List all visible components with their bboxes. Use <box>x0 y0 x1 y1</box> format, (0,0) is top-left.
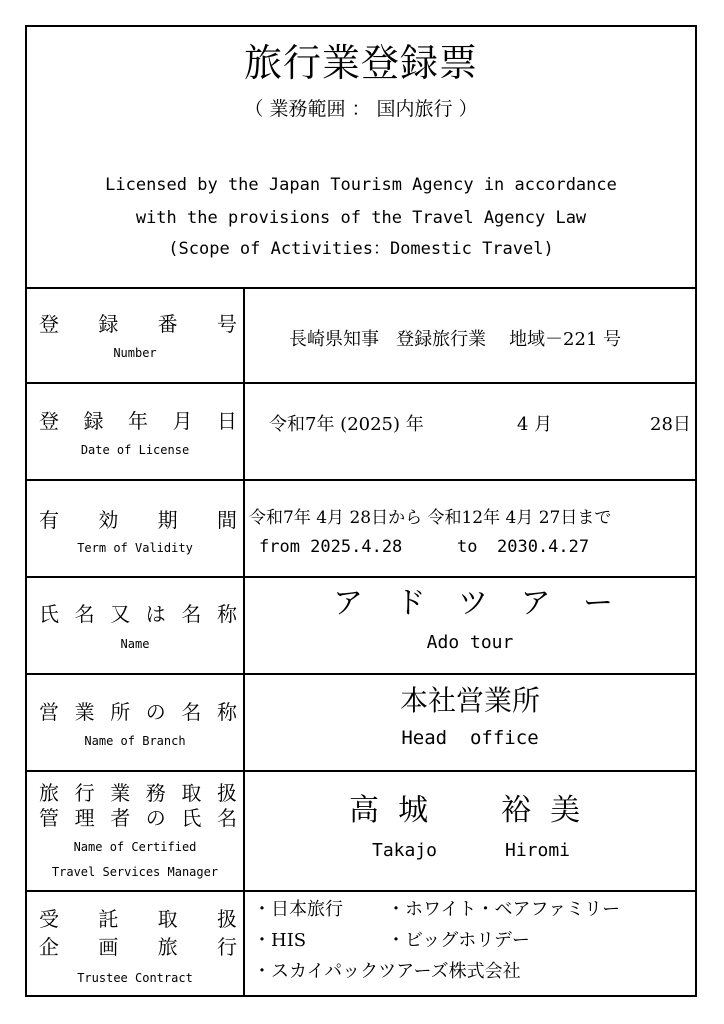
value-cell <box>245 578 695 673</box>
label-jp-line-1: 受 託 取 扱 <box>39 907 237 931</box>
label-en: Term of Validity <box>77 541 193 555</box>
label-jp: 営 業 所 の 名 称 <box>39 700 237 724</box>
trustee-item-white-bear-family: ・ホワイト・ベアファミリー <box>387 899 621 920</box>
trustee-item-his: ・HIS <box>253 930 307 951</box>
label-jp-line-2: 企 画 旅 行 <box>39 935 237 959</box>
value-cell <box>245 384 695 479</box>
sign-header <box>27 27 695 289</box>
branch-name-en: Head office <box>401 727 539 749</box>
label-en: Date of License <box>80 443 190 457</box>
registration-number: 長崎県知事 登録旅行業 地域－221 号 <box>289 329 622 350</box>
label-jp: 氏 名 又 は 名 称 <box>39 602 237 626</box>
license-statement-line-1: Licensed by the Japan Tourism Agency in accordance <box>105 175 617 195</box>
label-en-line-2: Travel Services Manager <box>51 865 219 879</box>
label-jp: 登 録 年 月 日 <box>39 409 237 433</box>
label-cell <box>27 772 245 890</box>
value-cell <box>245 675 695 770</box>
label-cell <box>27 481 245 576</box>
validity-to: to <box>457 537 478 557</box>
row-date <box>27 384 695 481</box>
label-en: Trustee Contract <box>77 971 193 985</box>
value-cell <box>245 772 695 890</box>
label-jp-line-2: 管 理 者 の 氏 名 <box>39 806 237 830</box>
row-trustee <box>27 892 695 995</box>
branch-name-jp: 本社営業所 <box>399 684 540 717</box>
manager-surname-en: Takajo <box>372 840 438 861</box>
label-jp: 登 録 番 号 <box>39 312 237 336</box>
validity-term-jp: 令和7年 4月 28日から 令和12年 4月 27日まで <box>249 508 612 528</box>
trustee-item-nippon-travel: ・日本旅行 <box>253 899 343 920</box>
label-en: Number <box>113 346 157 360</box>
validity-end: 2030.4.27 <box>497 537 590 557</box>
label-cell <box>27 675 245 770</box>
value-cell <box>245 481 695 576</box>
label-en: Name of Branch <box>84 734 186 748</box>
label-jp-line-1: 旅 行 業 務 取 扱 <box>39 781 237 805</box>
label-en: Name <box>120 637 150 651</box>
manager-given-name-en: Hiromi <box>505 840 571 861</box>
manager-given-name-jp: 裕 美 <box>501 793 581 828</box>
company-name-jp: ア ド ツ ア ー <box>333 586 613 621</box>
label-cell <box>27 892 245 995</box>
label-cell <box>27 384 245 479</box>
manager-surname-jp: 高 城 <box>349 793 429 828</box>
license-date-era: 令和7年 (2025) 年 <box>269 414 424 435</box>
registration-sign <box>25 25 697 997</box>
trustee-item-skypack-tours: ・スカイパックツアーズ株式会社 <box>253 961 521 982</box>
label-en-line-1: Name of Certified <box>73 840 197 854</box>
license-statement-line-3: (Scope of Activities：Domestic Travel) <box>168 239 554 259</box>
label-cell <box>27 578 245 673</box>
row-term <box>27 481 695 578</box>
company-name-en: Ado tour <box>426 632 514 653</box>
label-jp: 有 効 期 間 <box>39 508 237 532</box>
row-name <box>27 578 695 675</box>
validity-from: from 2025.4.28 <box>259 537 403 557</box>
value-cell <box>245 892 695 995</box>
value-cell <box>245 287 695 382</box>
trustee-item-big-holiday: ・ビッグホリデー <box>387 930 530 951</box>
row-manager <box>27 772 695 892</box>
business-scope: （ 業務範囲 ： 国内旅行 ） <box>244 98 478 120</box>
row-branch <box>27 675 695 772</box>
label-cell <box>27 287 245 382</box>
license-date-month: 4 月 <box>517 414 553 435</box>
row-number <box>27 287 695 384</box>
license-statement-line-2: with the provisions of the Travel Agency Law <box>135 208 587 228</box>
license-date-day: 28日 <box>650 414 691 435</box>
sign-title: 旅行業登録票 <box>243 41 478 85</box>
